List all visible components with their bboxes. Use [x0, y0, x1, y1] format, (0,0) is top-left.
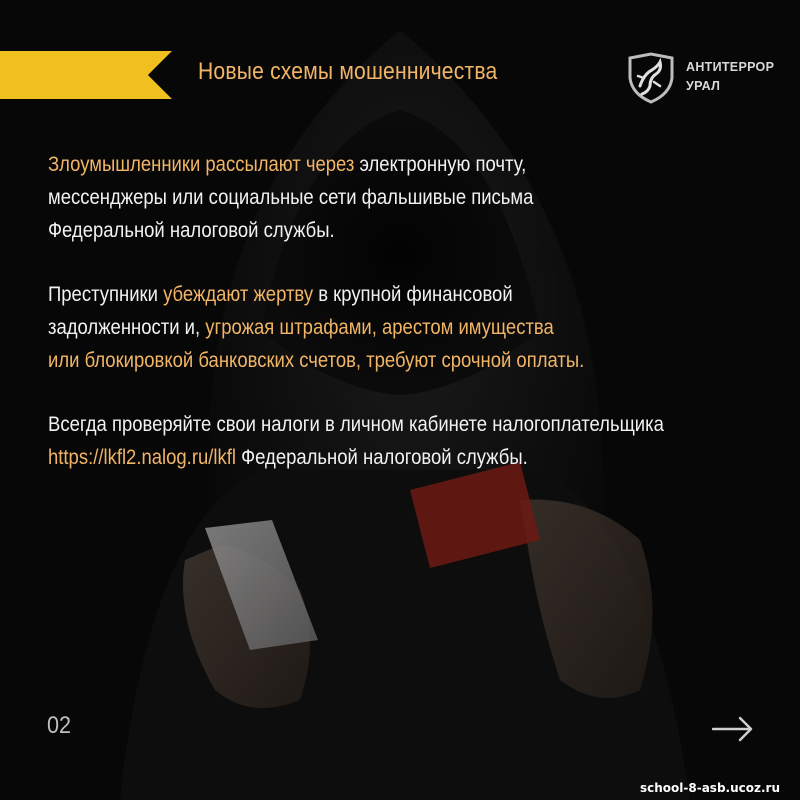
page-number: 02	[47, 712, 72, 739]
logo-line-1: АНТИТЕРРОР	[686, 60, 775, 74]
next-slide-button[interactable]	[712, 715, 754, 743]
shield-lizard-icon	[626, 52, 676, 104]
paragraph-1	[48, 148, 690, 247]
p1-highlight: Злоумышленники рассылают через	[48, 153, 355, 176]
logo-text	[686, 58, 774, 96]
p3-line-1: Всегда проверяйте свои налоги в личном кабинете налогоплательщика	[48, 413, 664, 436]
p1-line-2: мессенджеры или социальные сети фальшивые письма	[48, 186, 534, 209]
p1-line-3: Федеральной налоговой службы.	[48, 219, 335, 242]
watermark-url: school-8-asb.ucoz.ru	[640, 781, 781, 795]
paragraph-3	[48, 408, 690, 474]
logo	[626, 52, 786, 104]
p1-text: электронную почту,	[354, 153, 527, 176]
p2-text-3: задолженности и,	[48, 316, 206, 339]
logo-line-2: УРАЛ	[686, 79, 721, 93]
page-title: Новые схемы мошенничества	[198, 58, 498, 85]
p2-highlight-1: убеждают жертву	[163, 283, 314, 306]
arrow-right-icon	[712, 715, 754, 743]
p3-text-2: Федеральной налоговой службы.	[235, 446, 528, 469]
p2-text-2: в крупной финансовой	[313, 283, 513, 306]
p2-highlight-2: угрожая штрафами, арестом имущества	[205, 316, 554, 339]
p2-highlight-3: или блокировкой банковских счетов, требуют срочной оплаты.	[48, 349, 585, 372]
paragraph-2	[48, 278, 690, 377]
tax-cabinet-link[interactable]: https://lkfl2.nalog.ru/lkfl	[48, 446, 236, 469]
title-banner-accent	[0, 51, 172, 99]
p2-text-1: Преступники	[48, 283, 164, 306]
body-text	[48, 148, 778, 505]
